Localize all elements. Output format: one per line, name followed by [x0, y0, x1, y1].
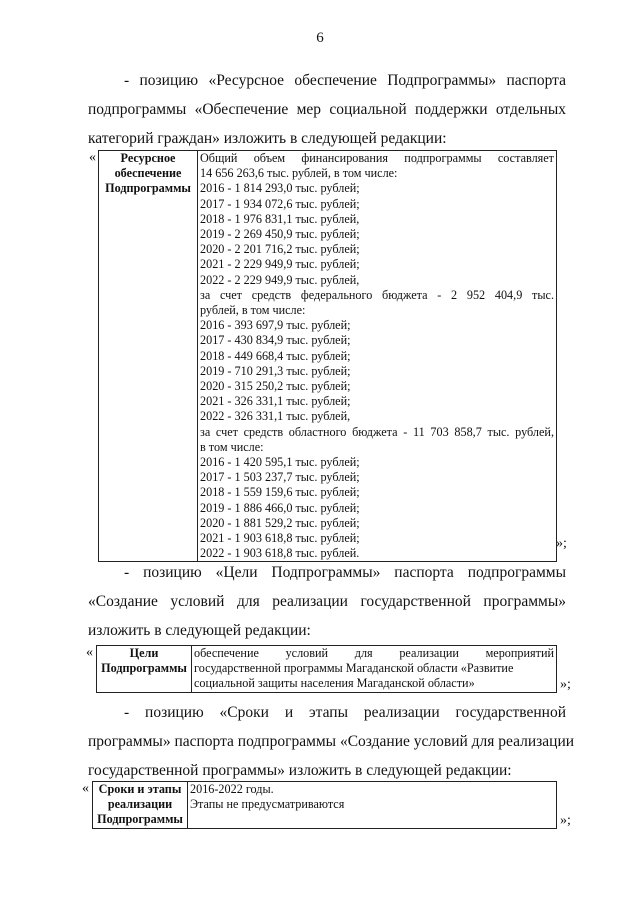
- content-line: 2017 - 1 503 237,7 тыс. рублей;: [200, 470, 360, 485]
- label-line: Ресурсное: [120, 151, 176, 165]
- content-line: 2022 - 2 229 949,9 тыс. рублей,: [200, 272, 360, 287]
- label-line: Цели: [129, 646, 159, 660]
- content-line: 2020 - 2 201 716,2 тыс. рублей;: [200, 242, 360, 257]
- section-1-intro: [88, 66, 566, 153]
- content-line: 2016-2022 годы.: [190, 782, 274, 796]
- content-line: в том числе:: [200, 439, 264, 454]
- content-line: Этапы не предусматриваются: [190, 797, 345, 812]
- intro-line: изложить в следующей редакции:: [88, 622, 311, 639]
- section-2-intro: [88, 558, 566, 645]
- content-line: 2020 - 1 881 529,2 тыс. рублей;: [200, 515, 360, 530]
- intro-line: государственной программы» изложить в следующей редакции:: [88, 762, 512, 779]
- intro-line: категорий граждан» изложить в следующей редакции:: [88, 130, 447, 147]
- content-line: социальной защиты населения Магаданской области»: [194, 676, 475, 691]
- section-3-intro: [88, 698, 575, 785]
- resource-provision-table: [98, 150, 557, 562]
- opening-quote: «: [89, 150, 96, 165]
- row-content-cell: [198, 151, 557, 562]
- table-row: [97, 646, 557, 693]
- label-line: реализации: [107, 797, 173, 812]
- intro-line: - позицию «Цели Подпрограммы» паспорта подпрограммы: [124, 564, 566, 581]
- row-label-cell: [97, 646, 192, 693]
- content-line: 2017 - 430 834,9 тыс. рублей;: [200, 333, 351, 348]
- content-line: 2019 - 2 269 450,9 тыс. рублей;: [200, 227, 360, 242]
- closing-quote: »;: [556, 536, 567, 551]
- content-line: за счет средств федерального бюджета - 2 952 404,9 тыс.: [200, 287, 554, 302]
- table-row: [99, 151, 557, 562]
- opening-quote: «: [82, 781, 89, 796]
- intro-line: подпрограммы «Обеспечение мер социальной поддержки отдельных: [88, 101, 566, 118]
- content-line: 2022 - 1 903 618,8 тыс. рублей.: [200, 546, 360, 561]
- content-line: за счет средств областного бюджета - 11 703 858,7 тыс. рублей,: [200, 424, 554, 439]
- content-line: государственной программы Магаданской области «Развитие: [194, 661, 514, 676]
- content-line: 2018 - 449 668,4 тыс. рублей;: [200, 348, 351, 363]
- content-line: 2019 - 710 291,3 тыс. рублей;: [200, 363, 351, 378]
- row-label-cell: [93, 782, 188, 829]
- row-label-cell: [99, 151, 198, 562]
- content-line: 2021 - 1 903 618,8 тыс. рублей;: [200, 531, 360, 546]
- intro-line: программы» паспорта подпрограммы «Создание условий для реализации: [88, 733, 575, 750]
- content-line: рублей, в том числе:: [200, 303, 306, 318]
- opening-quote: «: [86, 645, 93, 660]
- table-row: [93, 782, 557, 829]
- content-line: 2016 - 393 697,9 тыс. рублей;: [200, 318, 351, 333]
- content-line: 2020 - 315 250,2 тыс. рублей;: [200, 379, 351, 394]
- goals-table: [96, 645, 557, 693]
- label-line: Подпрограммы: [101, 661, 187, 676]
- intro-line: - позицию «Ресурсное обеспечение Подпрограммы» паспорта: [124, 72, 566, 89]
- content-line: 2016 - 1 814 293,0 тыс. рублей;: [200, 181, 360, 196]
- content-line: 2019 - 1 886 466,0 тыс. рублей;: [200, 500, 360, 515]
- content-line: 2017 - 1 934 072,6 тыс. рублей;: [200, 196, 360, 211]
- content-line: обеспечение условий для реализации мероприятий: [194, 646, 554, 660]
- content-line: 2018 - 1 559 159,6 тыс. рублей;: [200, 485, 360, 500]
- label-line: обеспечение: [114, 166, 182, 181]
- content-line: 2022 - 326 331,1 тыс. рублей,: [200, 409, 351, 424]
- closing-quote: »;: [560, 677, 571, 692]
- intro-line: - позицию «Сроки и этапы реализации государственной: [124, 704, 566, 721]
- content-line: 2021 - 2 229 949,9 тыс. рублей;: [200, 257, 360, 272]
- label-line: Подпрограммы: [97, 812, 183, 827]
- row-content-cell: [192, 646, 557, 693]
- label-line: Сроки и этапы: [98, 782, 182, 796]
- label-line: Подпрограммы: [105, 181, 191, 196]
- timeline-table: [92, 781, 557, 829]
- content-line: 2021 - 326 331,1 тыс. рублей;: [200, 394, 351, 409]
- content-line: 14 656 263,6 тыс. рублей, в том числе:: [200, 166, 398, 181]
- page-number: 6: [316, 30, 324, 46]
- closing-quote: »;: [560, 813, 571, 828]
- content-line: 2018 - 1 976 831,1 тыс. рублей,: [200, 211, 360, 226]
- intro-line: «Создание условий для реализации государственной программы»: [88, 593, 566, 610]
- content-line: Общий объем финансирования подпрограммы составляет: [200, 151, 554, 165]
- row-content-cell: [188, 782, 557, 829]
- content-line: 2016 - 1 420 595,1 тыс. рублей;: [200, 455, 360, 470]
